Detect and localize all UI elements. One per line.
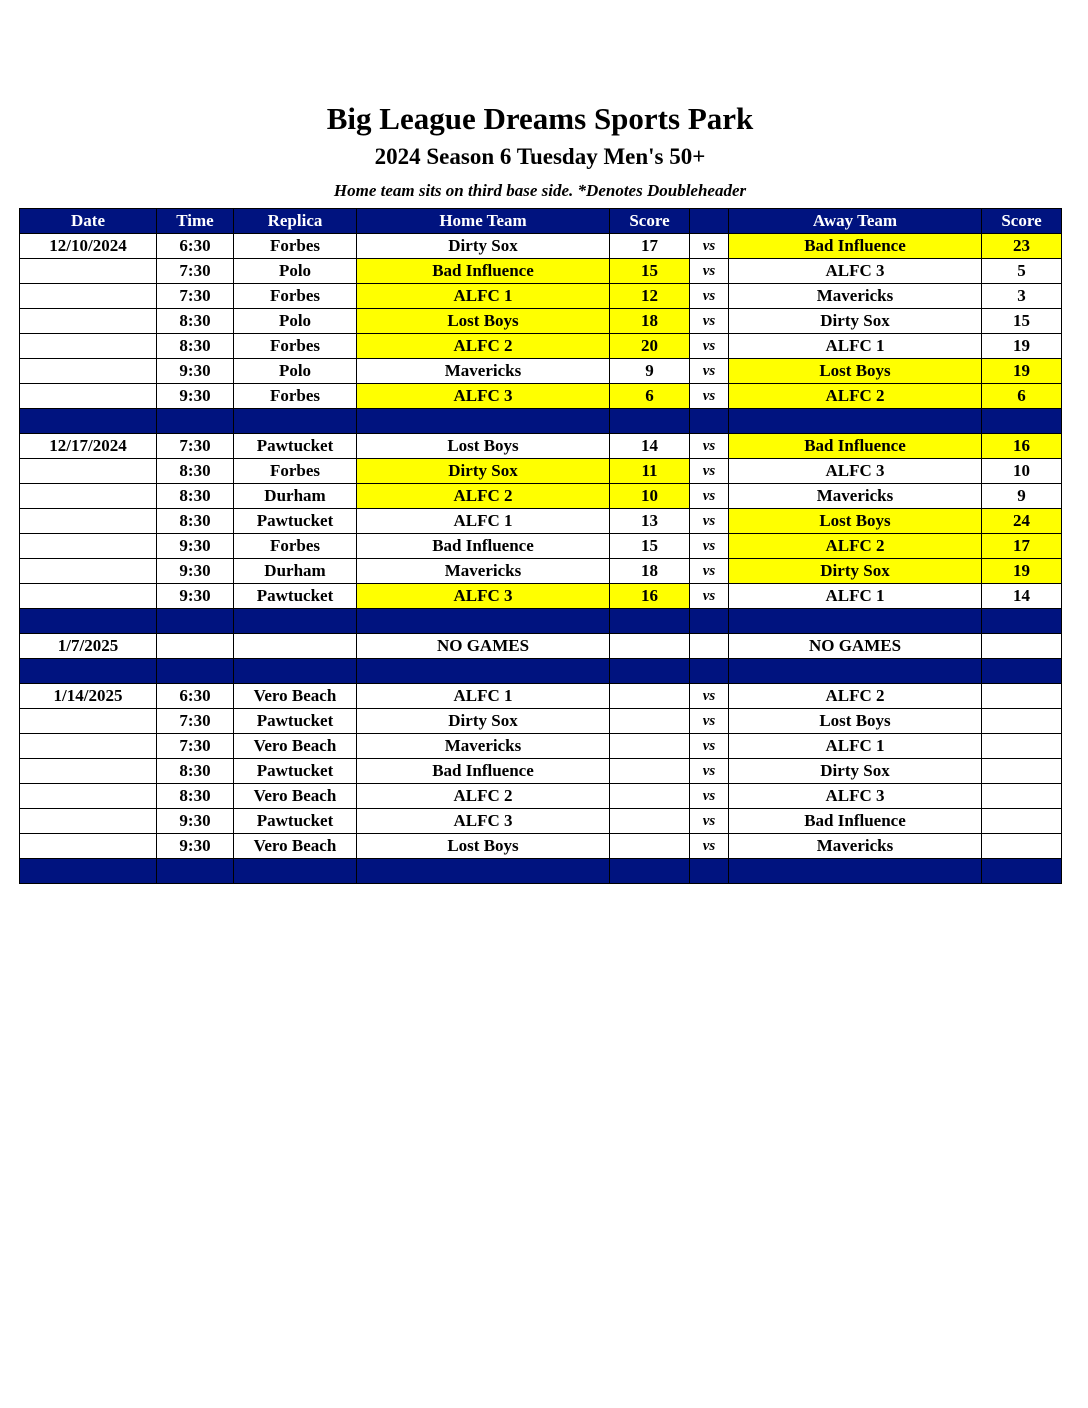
cell-time: 9:30 [157, 584, 234, 609]
cell-away-team: Bad Influence [729, 234, 982, 259]
cell-time: 8:30 [157, 509, 234, 534]
game-row [20, 534, 1062, 559]
separator-cell [20, 859, 157, 884]
cell-home-score [610, 734, 690, 759]
cell-replica: Pawtucket [234, 809, 357, 834]
separator-cell [610, 409, 690, 434]
cell-date [20, 534, 157, 559]
game-row [20, 784, 1062, 809]
cell-time: 6:30 [157, 684, 234, 709]
cell-away-score: 9 [982, 484, 1062, 509]
cell-home-team: Mavericks [357, 734, 610, 759]
cell-vs: vs [690, 309, 729, 334]
cell-away-score: 24 [982, 509, 1062, 534]
separator-cell [234, 409, 357, 434]
game-row [20, 334, 1062, 359]
cell-home-team: Lost Boys [357, 309, 610, 334]
page-title: Big League Dreams Sports Park [326, 101, 754, 136]
cell-home-team: Dirty Sox [357, 234, 610, 259]
cell-time: 7:30 [157, 284, 234, 309]
cell-away-score: 3 [982, 284, 1062, 309]
cell-away-team: ALFC 3 [729, 259, 982, 284]
cell-vs: vs [690, 584, 729, 609]
cell-date: 1/7/2025 [20, 634, 157, 659]
separator-cell [234, 609, 357, 634]
cell-home-score: 20 [610, 334, 690, 359]
cell-away-score: 15 [982, 309, 1062, 334]
separator-cell [729, 409, 982, 434]
cell-replica [234, 634, 357, 659]
separator-cell [690, 859, 729, 884]
cell-vs: vs [690, 284, 729, 309]
cell-date: 1/14/2025 [20, 684, 157, 709]
cell-vs: vs [690, 759, 729, 784]
cell-replica: Polo [234, 309, 357, 334]
cell-home-team: ALFC 1 [357, 509, 610, 534]
cell-home-score: 13 [610, 509, 690, 534]
cell-replica: Vero Beach [234, 684, 357, 709]
col-header-home-team: Home Team [357, 209, 610, 234]
cell-away-team: ALFC 2 [729, 534, 982, 559]
cell-date [20, 584, 157, 609]
cell-away-score: 5 [982, 259, 1062, 284]
cell-away-team: Mavericks [729, 484, 982, 509]
cell-away-score [982, 709, 1062, 734]
cell-away-team: ALFC 2 [729, 384, 982, 409]
col-header-away-team: Away Team [729, 209, 982, 234]
separator-cell [982, 609, 1062, 634]
col-header-time: Time [157, 209, 234, 234]
game-row [20, 234, 1062, 259]
cell-away-score: 10 [982, 459, 1062, 484]
cell-away-team: Lost Boys [729, 359, 982, 384]
separator-cell [357, 409, 610, 434]
cell-away-score: 19 [982, 359, 1062, 384]
cell-date [20, 284, 157, 309]
cell-away-score [982, 834, 1062, 859]
cell-away-team: Dirty Sox [729, 309, 982, 334]
game-row [20, 584, 1062, 609]
separator-row [20, 609, 1062, 634]
cell-replica: Pawtucket [234, 584, 357, 609]
cell-date [20, 384, 157, 409]
cell-time: 8:30 [157, 759, 234, 784]
cell-vs: vs [690, 234, 729, 259]
cell-date [20, 359, 157, 384]
separator-cell [610, 659, 690, 684]
cell-away-score: 19 [982, 559, 1062, 584]
cell-date [20, 759, 157, 784]
cell-date: 12/10/2024 [20, 234, 157, 259]
cell-time: 8:30 [157, 459, 234, 484]
page-subtitle: 2024 Season 6 Tuesday Men's 50+ [374, 144, 706, 169]
cell-time: 6:30 [157, 234, 234, 259]
cell-away-team: Mavericks [729, 834, 982, 859]
separator-cell [157, 859, 234, 884]
separator-cell [982, 859, 1062, 884]
cell-vs: vs [690, 809, 729, 834]
cell-away-team: ALFC 3 [729, 784, 982, 809]
cell-time: 7:30 [157, 734, 234, 759]
separator-cell [20, 659, 157, 684]
cell-date [20, 834, 157, 859]
cell-time: 9:30 [157, 559, 234, 584]
cell-date: 12/17/2024 [20, 434, 157, 459]
cell-away-score [982, 734, 1062, 759]
separator-cell [157, 659, 234, 684]
separator-cell [690, 659, 729, 684]
separator-cell [729, 609, 982, 634]
game-row [20, 434, 1062, 459]
cell-home-team: ALFC 1 [357, 284, 610, 309]
cell-replica: Forbes [234, 534, 357, 559]
cell-home-team: Dirty Sox [357, 709, 610, 734]
cell-home-team: ALFC 3 [357, 809, 610, 834]
cell-vs: vs [690, 384, 729, 409]
cell-time: 7:30 [157, 434, 234, 459]
game-row [20, 484, 1062, 509]
cell-away-score [982, 684, 1062, 709]
cell-replica: Polo [234, 259, 357, 284]
cell-replica: Forbes [234, 234, 357, 259]
cell-time: 9:30 [157, 534, 234, 559]
cell-home-score: 9 [610, 359, 690, 384]
col-header-home-score: Score [610, 209, 690, 234]
cell-date [20, 259, 157, 284]
cell-away-team: ALFC 2 [729, 684, 982, 709]
cell-replica: Pawtucket [234, 434, 357, 459]
cell-home-score: 12 [610, 284, 690, 309]
schedule-table [19, 208, 1062, 884]
cell-away-team: Dirty Sox [729, 759, 982, 784]
cell-away-score: 14 [982, 584, 1062, 609]
separator-cell [357, 609, 610, 634]
cell-date [20, 459, 157, 484]
cell-time: 8:30 [157, 484, 234, 509]
cell-date [20, 709, 157, 734]
cell-date [20, 484, 157, 509]
cell-away-score: 6 [982, 384, 1062, 409]
cell-vs: vs [690, 559, 729, 584]
cell-home-team: ALFC 2 [357, 484, 610, 509]
cell-time: 8:30 [157, 784, 234, 809]
cell-home-score: 18 [610, 559, 690, 584]
cell-date [20, 809, 157, 834]
game-row [20, 459, 1062, 484]
schedule-body [20, 234, 1062, 884]
cell-away-team: Bad Influence [729, 434, 982, 459]
game-row [20, 809, 1062, 834]
header-row [20, 209, 1062, 234]
cell-home-team: NO GAMES [357, 634, 610, 659]
cell-away-team: ALFC 1 [729, 334, 982, 359]
cell-time: 9:30 [157, 384, 234, 409]
game-row [20, 759, 1062, 784]
cell-home-score: 11 [610, 459, 690, 484]
cell-time: 7:30 [157, 709, 234, 734]
cell-home-team: Mavericks [357, 359, 610, 384]
cell-away-team: Lost Boys [729, 709, 982, 734]
separator-cell [610, 859, 690, 884]
cell-home-score [610, 634, 690, 659]
separator-cell [234, 859, 357, 884]
cell-vs: vs [690, 459, 729, 484]
cell-replica: Vero Beach [234, 734, 357, 759]
cell-away-team: Mavericks [729, 284, 982, 309]
separator-cell [20, 609, 157, 634]
cell-replica: Forbes [234, 284, 357, 309]
col-header-away-score: Score [982, 209, 1062, 234]
cell-date [20, 734, 157, 759]
cell-home-score [610, 809, 690, 834]
separator-cell [729, 859, 982, 884]
separator-cell [982, 659, 1062, 684]
cell-replica: Vero Beach [234, 834, 357, 859]
cell-away-score: 23 [982, 234, 1062, 259]
cell-vs: vs [690, 834, 729, 859]
separator-cell [357, 859, 610, 884]
cell-vs: vs [690, 684, 729, 709]
cell-vs: vs [690, 259, 729, 284]
cell-vs: vs [690, 709, 729, 734]
game-row [20, 284, 1062, 309]
game-row [20, 734, 1062, 759]
cell-away-team: ALFC 1 [729, 584, 982, 609]
cell-date [20, 559, 157, 584]
cell-date [20, 509, 157, 534]
cell-replica: Pawtucket [234, 709, 357, 734]
cell-away-score: 16 [982, 434, 1062, 459]
col-header-vs [690, 209, 729, 234]
cell-away-team: Bad Influence [729, 809, 982, 834]
cell-home-score: 15 [610, 534, 690, 559]
cell-replica: Durham [234, 484, 357, 509]
cell-replica: Vero Beach [234, 784, 357, 809]
cell-home-score [610, 684, 690, 709]
game-row [20, 634, 1062, 659]
cell-home-team: Bad Influence [357, 759, 610, 784]
game-row [20, 709, 1062, 734]
cell-home-team: Lost Boys [357, 834, 610, 859]
cell-home-score: 16 [610, 584, 690, 609]
cell-replica: Pawtucket [234, 509, 357, 534]
cell-replica: Polo [234, 359, 357, 384]
cell-home-team: ALFC 3 [357, 584, 610, 609]
cell-vs: vs [690, 484, 729, 509]
game-row [20, 384, 1062, 409]
cell-vs: vs [690, 334, 729, 359]
separator-cell [690, 409, 729, 434]
cell-home-score [610, 709, 690, 734]
cell-date [20, 784, 157, 809]
cell-vs: vs [690, 734, 729, 759]
cell-home-team: Bad Influence [357, 259, 610, 284]
cell-away-score [982, 809, 1062, 834]
cell-home-team: Dirty Sox [357, 459, 610, 484]
separator-row [20, 409, 1062, 434]
cell-away-score [982, 634, 1062, 659]
cell-time: 8:30 [157, 309, 234, 334]
game-row [20, 359, 1062, 384]
cell-vs: vs [690, 534, 729, 559]
cell-away-team: ALFC 3 [729, 459, 982, 484]
col-header-replica: Replica [234, 209, 357, 234]
cell-away-team: ALFC 1 [729, 734, 982, 759]
cell-vs: vs [690, 434, 729, 459]
cell-home-team: Bad Influence [357, 534, 610, 559]
col-header-date: Date [20, 209, 157, 234]
cell-away-score [982, 759, 1062, 784]
home-team-note: Home team sits on third base side. *Denotes Doubleheader [333, 181, 747, 200]
separator-row [20, 659, 1062, 684]
separator-row [20, 859, 1062, 884]
cell-date [20, 309, 157, 334]
cell-away-score: 17 [982, 534, 1062, 559]
cell-home-score [610, 784, 690, 809]
game-row [20, 684, 1062, 709]
game-row [20, 834, 1062, 859]
cell-away-team: NO GAMES [729, 634, 982, 659]
separator-cell [610, 609, 690, 634]
cell-replica: Forbes [234, 459, 357, 484]
cell-replica: Pawtucket [234, 759, 357, 784]
cell-home-score: 10 [610, 484, 690, 509]
separator-cell [690, 609, 729, 634]
cell-away-score [982, 784, 1062, 809]
cell-home-team: ALFC 2 [357, 784, 610, 809]
separator-cell [357, 659, 610, 684]
cell-replica: Forbes [234, 334, 357, 359]
separator-cell [157, 409, 234, 434]
cell-time: 9:30 [157, 834, 234, 859]
cell-home-score [610, 834, 690, 859]
game-row [20, 309, 1062, 334]
cell-time [157, 634, 234, 659]
separator-cell [729, 659, 982, 684]
cell-date [20, 334, 157, 359]
cell-vs: vs [690, 359, 729, 384]
cell-away-score: 19 [982, 334, 1062, 359]
cell-home-team: Lost Boys [357, 434, 610, 459]
cell-home-score: 6 [610, 384, 690, 409]
cell-home-score: 15 [610, 259, 690, 284]
cell-away-team: Lost Boys [729, 509, 982, 534]
cell-home-team: ALFC 2 [357, 334, 610, 359]
cell-time: 7:30 [157, 259, 234, 284]
cell-home-score: 18 [610, 309, 690, 334]
separator-cell [982, 409, 1062, 434]
cell-replica: Durham [234, 559, 357, 584]
game-row [20, 559, 1062, 584]
cell-home-score: 14 [610, 434, 690, 459]
cell-away-team: Dirty Sox [729, 559, 982, 584]
separator-cell [20, 409, 157, 434]
cell-vs: vs [690, 784, 729, 809]
cell-home-score: 17 [610, 234, 690, 259]
cell-time: 9:30 [157, 359, 234, 384]
cell-replica: Forbes [234, 384, 357, 409]
game-row [20, 509, 1062, 534]
cell-home-team: ALFC 1 [357, 684, 610, 709]
cell-time: 9:30 [157, 809, 234, 834]
separator-cell [157, 609, 234, 634]
separator-cell [234, 659, 357, 684]
game-row [20, 259, 1062, 284]
cell-home-team: ALFC 3 [357, 384, 610, 409]
cell-home-score [610, 759, 690, 784]
cell-vs [690, 634, 729, 659]
cell-home-team: Mavericks [357, 559, 610, 584]
cell-time: 8:30 [157, 334, 234, 359]
cell-vs: vs [690, 509, 729, 534]
